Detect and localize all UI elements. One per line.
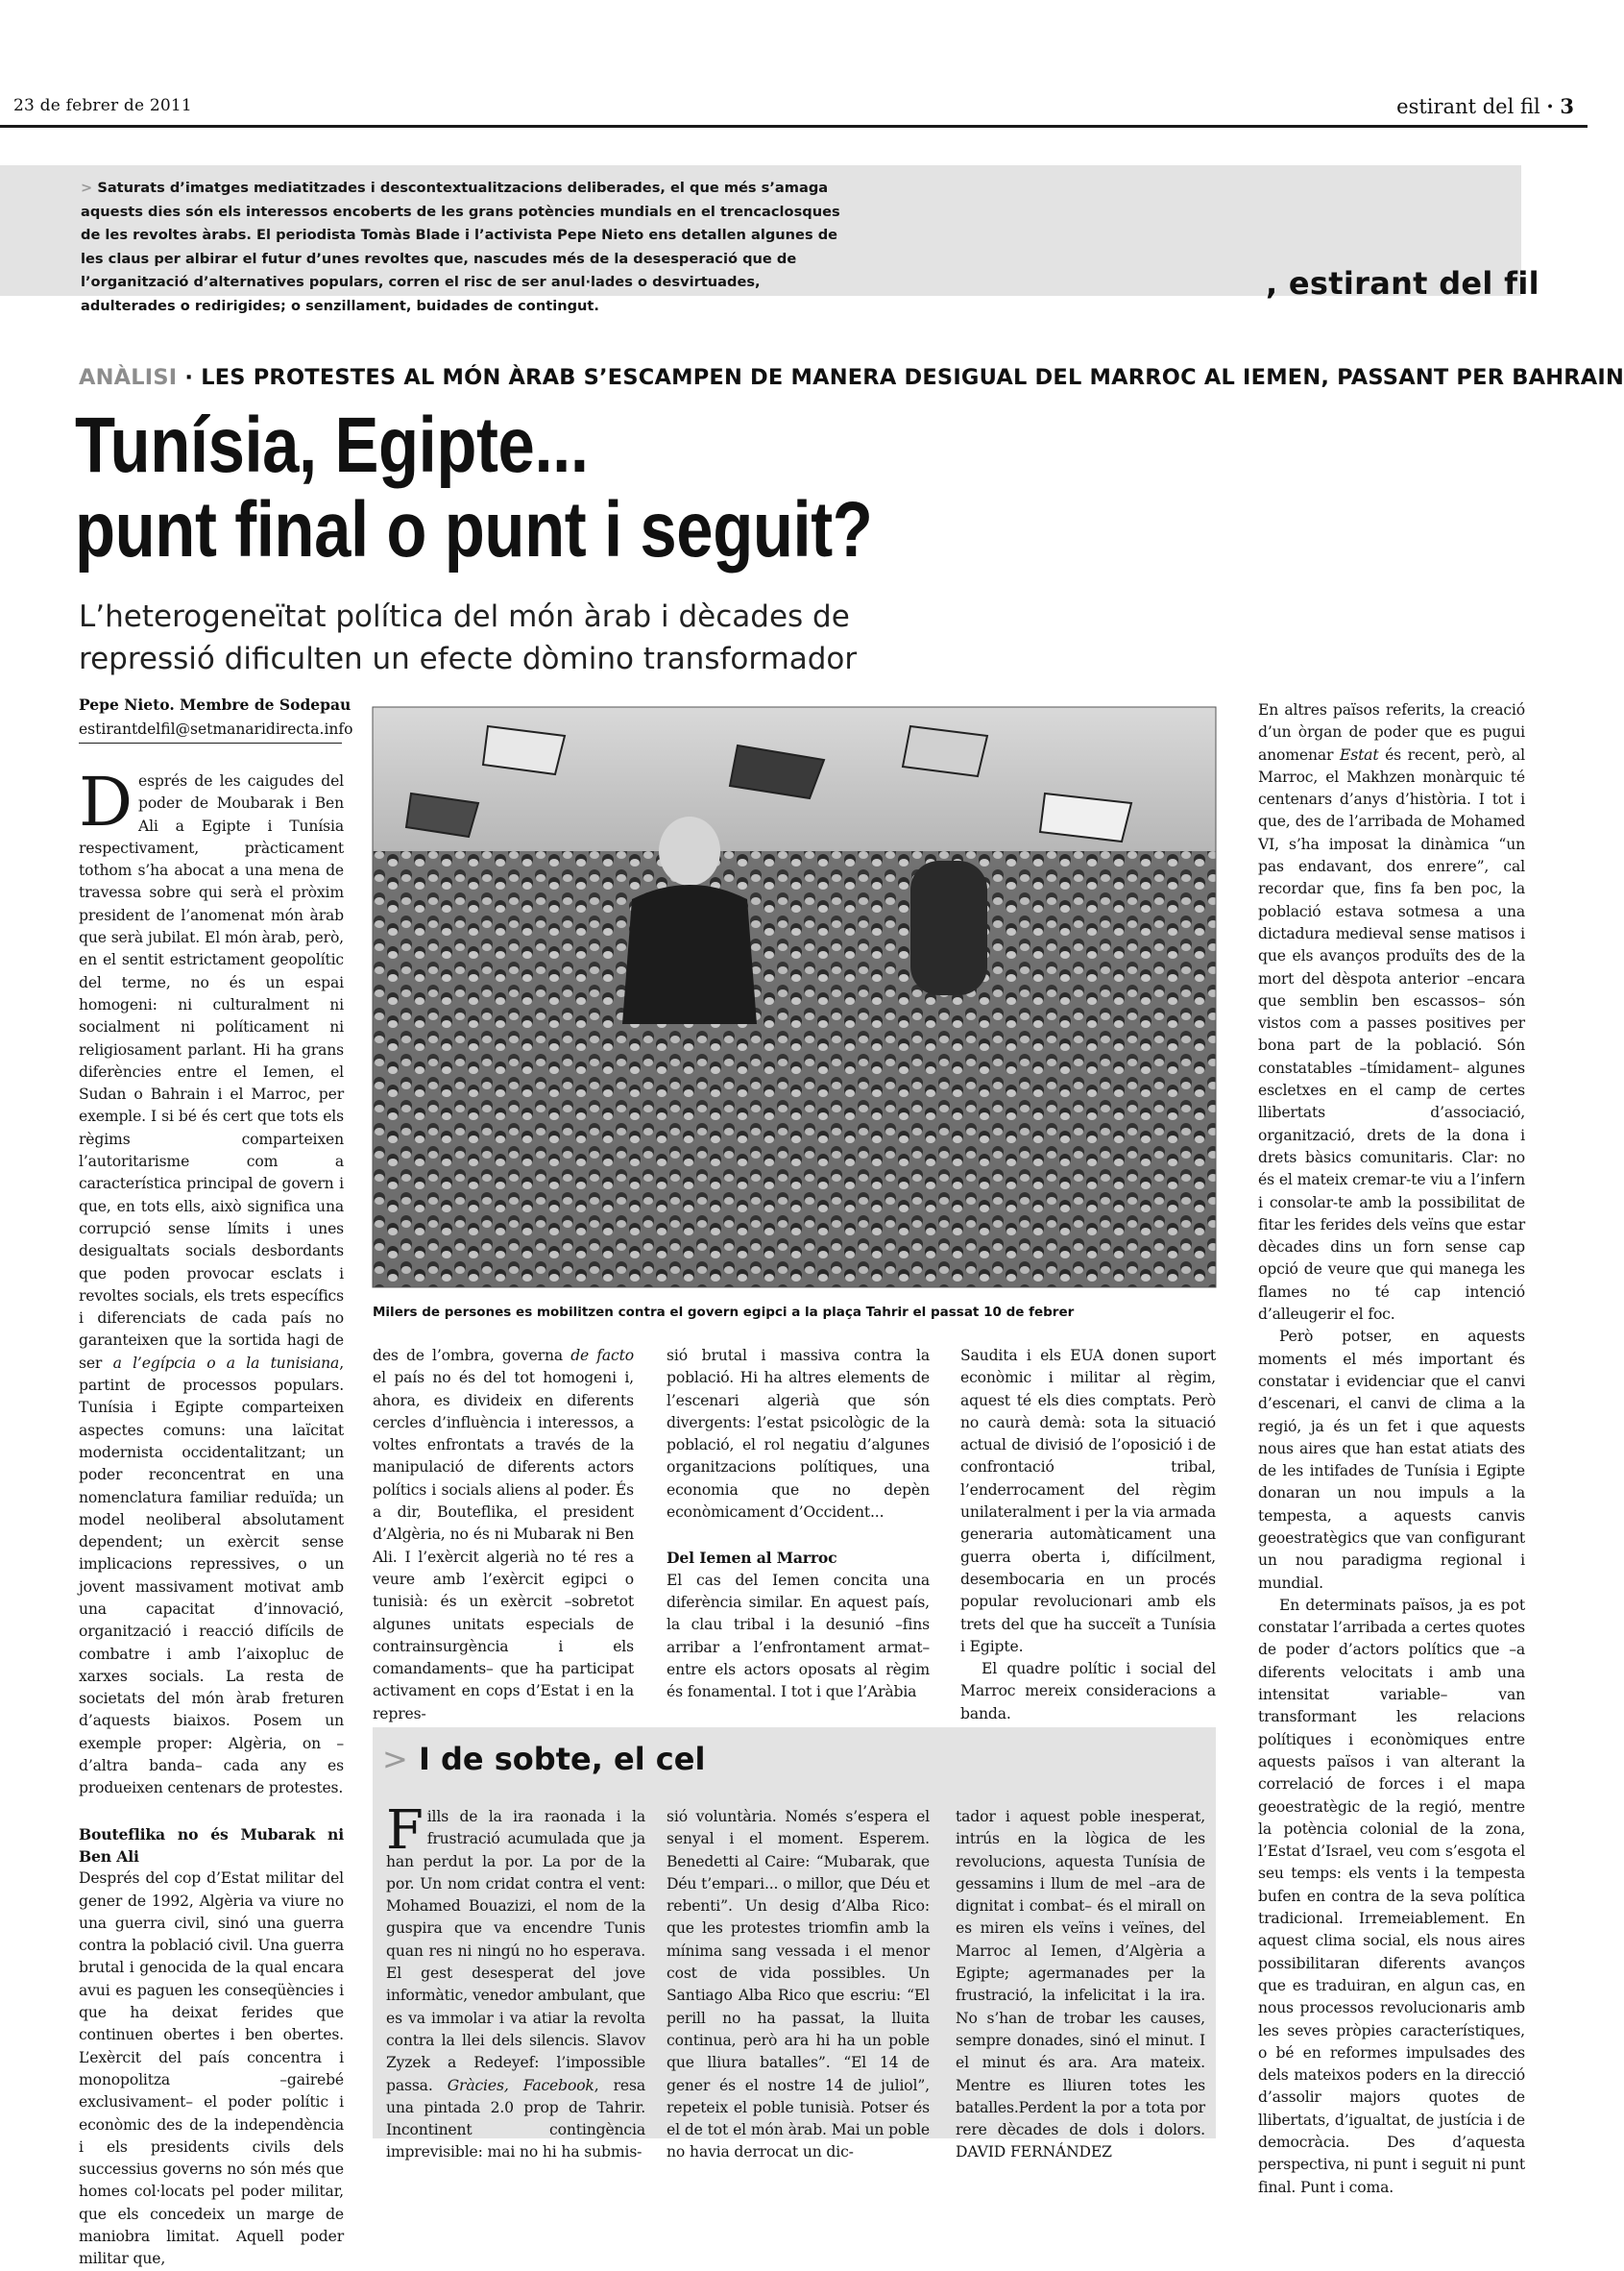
drop-cap: D: [79, 763, 133, 842]
sidebar-marker: >: [382, 1741, 408, 1777]
sidebar-column-3: [956, 1806, 1205, 2164]
text-run: , partint de processos populars. Tunísia i Egipte comparteixen aspectes comuns: una laïcitat modernista occidentalitzant; un poder reconcentrat en una nomenclatura familiar reduïda; un model neoliberal absolutament dependent; un exèrcit sense implicacions repressives, o un jovent massivament motivat amb una capacitat d’innovació, organització i reacció difícils de combatre i amb l’aixopluc de xarxes socials. La resta de societats del món àrab freturen d’aquests biaixos. Posem un exemple proper: Algèria, on –d’altra banda– cada any es produeixen centenars de protestes.: [79, 1354, 344, 1797]
text-run: des de l’ombra, governa: [373, 1347, 563, 1364]
headline-line-2: punt final o punt i seguit?: [75, 486, 873, 574]
subheadline: [79, 596, 943, 680]
header-rule: [0, 125, 1588, 128]
byline-email[interactable]: estirantdelfil@setmanaridirecta.info: [79, 720, 353, 738]
text-run: En altres països referits, la creació d’un òrgan de poder que es pugui anomenar: [1258, 701, 1525, 764]
sidebar-column-2: [667, 1806, 930, 2164]
paragraph: [1258, 699, 1525, 1326]
headline: [75, 403, 1124, 573]
paragraph: [386, 1799, 645, 2164]
summary-marker: >: [81, 180, 93, 196]
subheading: Del Iemen al Marroc: [667, 1549, 837, 1568]
issue-date: 23 de febrer de 2011: [13, 96, 192, 115]
photo-caption: Milers de persones es mobilitzen contra el govern egipci a la plaça Tahrir el passat 10 de febrer: [373, 1305, 1075, 1320]
text-run: ills de la ira raonada i la frustració acumulada que ja han perdut la por. La por de la por. Un nom cridat contra el vent: Mohamed Bouazizi, el nom de la guspira que va encendre Tunis quan res ni ningú no ho esperava. El gest desesperat del jove informàtic, venedor ambulant, que es va immolar i va atiar la revolta contra la llei dels silencis. Slavov Zyzek a Redeyef: l’impossible passa.: [386, 1808, 645, 2094]
kicker: [79, 365, 1624, 390]
text-run: , resa una pintada 2.0 prop de Tahrir. Incontinent contingència imprevisible: mai no hi ha submis-: [386, 2076, 645, 2161]
sidebar-title: [382, 1741, 705, 1777]
section-name: estirant del fil: [1396, 95, 1540, 118]
kicker-text: LES PROTESTES AL MÓN ÀRAB S’ESCAMPEN DE MANERA DESIGUAL DEL MARROC AL IEMEN, PASSANT PER BAHRAIN: [201, 365, 1624, 390]
subhead-line-1: L’heterogeneïtat política del món àrab i dècades de: [79, 599, 850, 634]
text-run: esprés de les caigudes del poder de Moubarak i Ben Ali a Egipte i Tunísia respectivament, pràcticament tothom s’ha abocat a una mena de travessa sobre qui serà el pròxim president de l’anomenat món àrab que serà jubilat. El món àrab, però, en el sentit estrictament geopolític del terme, no és un espai homogeni: ni culturalment ni socialment ni políticament ni religiosament parlant. Hi ha grans diferències entre el Iemen, el Sudan o Bahrain i el Marroc, per exemple. I si bé és cert que tots els règims comparteixen l’autoritarisme com a característica principal de govern i que, en tots ells, això significa una corrupció sense límits i unes desigualtats socials desbordants que poden provocar esclats i revoltes socials, els trets específics i diferenciats de cada país no garanteixen que la sortida hagi de ser: [79, 772, 344, 1372]
drop-cap: F: [386, 1799, 424, 1862]
paragraph: [373, 1345, 634, 1725]
italic-run: a l’egípcia o a la tunisiana: [112, 1354, 340, 1372]
paragraph: sió voluntària. Només s’espera el senyal i el moment. Esperem. Benedetti al Caire: “Mubarak, que Déu t’empari... o millor, que Déu et rebenti”. Un desig d’Alba Rico: que les protestes triomfin amb la mínima sang vessada i el menor cost de vida possibles. Un Santiago Alba Rico que escriu: “El perill no ha passat, la lluita continua, però ara hi ha un poble que lliura batalles”. “El 14 de gener és el nostre 14 de juliol”, repeteix el poble tunisià. Potser és el de tot el món àrab. Mai un poble no havia derrocat un dic-: [667, 1808, 930, 2161]
paragraph: El quadre polític i social del Marroc mereix consideracions a banda.: [960, 1660, 1216, 1722]
subhead-line-2: repressió dificulten un efecte dòmino transformador: [79, 642, 858, 676]
folio-separator: ·: [1546, 94, 1554, 118]
article-column-5: [1258, 699, 1525, 2199]
paragraph: Però potser, en aquests moments el més important és constatar i evidenciar que el canvi d’escenari, el canvi de clima a la regió, ja és un fet i que aquests nous aires que han estat atiats des de les intifades de Tunísia i Egipte donaran un nou impuls a la tempesta, a aquests canvis geoestratègics que van configurant un nou paradigma regional i mundial.: [1258, 1328, 1525, 1592]
italic-run: Gràcies, Facebook: [447, 2076, 594, 2094]
subheading: Bouteflika no és Mubarak ni Ben Ali: [79, 1824, 344, 1866]
protest-photo: [373, 707, 1216, 1287]
italic-run: de facto: [570, 1347, 634, 1364]
text-run: el país no és del tot homogeni i, ahora, es divideix en diferents cercles d’influència i interessos, a voltes enfrontats a través de la manipulació de diferents actors polítics i socials aliens al poder. És a dir, Bouteflika, el president d’Algèria, no és ni Mubarak ni Ben Ali. I l’exèrcit algerià no té res a veure amb l’exèrcit egipci o tunisià: és un exèrcit –sobretot algunes unitats especials de contrainsurgència i els comandaments– que ha participat activament en cops d’Estat i en la repres-: [373, 1369, 634, 1722]
article-column-1: [79, 763, 344, 2271]
byline-rule: [79, 743, 342, 744]
headline-line-1: Tunísia, Egipte...: [75, 402, 589, 489]
sidebar-title-text: I de sobte, el cel: [418, 1741, 706, 1777]
kicker-tag: ANÀLISI: [79, 365, 178, 390]
paragraph: tador i aquest poble inesperat, intrús en la lògica de les revolucions, aquesta Tunísia de gessamins i llum de mel –ara de dignitat i combat– és el mirall on es miren els veïns i veïnes, del Marroc al Iemen, d’Algèria a Egipte; agermanades per la frustració, la infelicitat i la ira. No s’han de trobar les causes, sempre donades, sinó el minut. I el minut és ara. Ara mateix. Mentre es lliuren totes les batalles.Perdent la por a tota por rere dècades de dols i dolors. DAVID FERNÁNDEZ: [956, 1808, 1205, 2161]
summary-text: [81, 177, 849, 318]
crowd-photo-illustration: [373, 707, 1216, 1287]
paragraph: Saudita i els EUA donen suport econòmic i militar al règim, aquest té els dies comptats. Però no caurà demà: sota la situació actual de divisió de l’oposició i de confrontació tribal, l’enderrocament del règim unilateralment i per la via armada generaria automàticament una guerra oberta i, difícilment, desembocaria en un procés popular revolucionari amb els trets del que ha succeït a Tunísia i Egipte.: [960, 1347, 1216, 1655]
section-label: , estirant del fil: [1266, 265, 1539, 302]
byline-author: Pepe Nieto. Membre de Sodepau: [79, 696, 351, 714]
paragraph: En determinats països, ja es pot constatar l’arribada a certes quotes de poder d’actors polítics que –a diferents velocitats i amb una intensitat variable– van transformant les relacions polítiques i econòmiques entre aquests països i van alterant la correlació de forces i el mapa geoestratègic de la regió, mentre la potència colonial de la zona, l’Estat d’Israel, veu com s’esgota el seu temps: els vents i la tempesta bufen en contra de la seva política tradicional. Irremeiablement. En aquest clima social, els nous aires possibilitaran diferents avanços que es traduiran, en algun cas, en nous processos revolucionaris amb les seves pròpies característiques, o bé en reformes impulsades des dels mateixos poders en la direcció d’assolir majors quotes de llibertats, d’igualtat, de justícia i de democràcia. Des d’aquesta perspectiva, ni punt i seguit ni punt final. Punt i coma.: [1258, 1596, 1525, 2196]
text-run: és recent, però, al Marroc, el Makhzen monàrquic té centenars d’anys d’història. I tot i que, des de l’arribada de Mohamed VI, s’ha imposat la dinàmica “un pas endavant, dos enrere”, cal recordar que, fins fa ben poc, la població estava sotmesa a una dictadura medieval sense matisos i que els avanços produïts des de la mort del dèspota anterior –encara que semblin ben escassos– són vistos com a passes positives per bona part de la població. Són constatables –tímidament– algunes escletxes en el camp de certes llibertats d’associació, organització, drets de la dona i drets bàsics comunitaris. Clar: no és el mateix cremar-te viu a l’infern i consolar-te amb la possibilitat de fitar les ferides dels veïns que estar dècades dins un forn sense cap opció de veure que qui manega les flames no té cap intenció d’alleugerir el foc.: [1258, 745, 1526, 1324]
page-folio: [1396, 94, 1574, 118]
article-column-4: [960, 1345, 1216, 1725]
paragraph: [79, 763, 344, 1800]
summary-body: Saturats d’imatges mediatitzades i descontextualitzacions deliberades, el que més s’amaga aquests dies són els interessos encoberts de les grans potències mundials en el trencaclosques de les revoltes àrabs. El periodista Tomàs Blade i l’activista Pepe Nieto ens detallen algunes de les claus per albirar el futur d’unes revoltes que, nascudes més de la desesperació que de l’organització d’alternatives populars, corren el risc de ser anul·lades o desvirtuades, adulterades o redirigides; o senzillament, buidades de contingut.: [81, 180, 840, 314]
page-number: 3: [1560, 94, 1574, 118]
paragraph: sió brutal i massiva contra la població. Hi ha altres elements de l’escenari algerià que són divergents: l’estat psicològic de la població, el rol negatiu d’algunes organitzacions polítiques, una economia que no depèn econòmicament d’Occident...: [667, 1347, 930, 1522]
article-column-2: [373, 1345, 634, 1725]
italic-run: Estat: [1339, 745, 1379, 764]
article-column-3: [667, 1345, 930, 1703]
paragraph: El cas del Iemen concita una diferència similar. En aquest país, la clau tribal i la desunió –fins arribar a l’enfrontament armat– entre els actors oposats al règim és fonamental. I tot i que l’Aràbia: [667, 1571, 930, 1701]
sidebar-column-1: [386, 1799, 645, 2164]
paragraph: Després del cop d’Estat militar del gener de 1992, Algèria va viure no una guerra civil, sinó una guerra contra la població civil. Una guerra brutal i genocida de la qual encara avui es paguen les conseqüències i que ha deixat ferides que continuen obertes i ben obertes. L’exèrcit del país concentra i monopolitza –gairebé exclusivament– el poder polític i econòmic des de la independència i els presidents civils dels successius governs no són més que homes col·locats pel poder militar, que els concedeix un marge de maniobra limitat. Aquell poder militar que,: [79, 1869, 344, 2268]
kicker-separator: ·: [184, 365, 194, 390]
